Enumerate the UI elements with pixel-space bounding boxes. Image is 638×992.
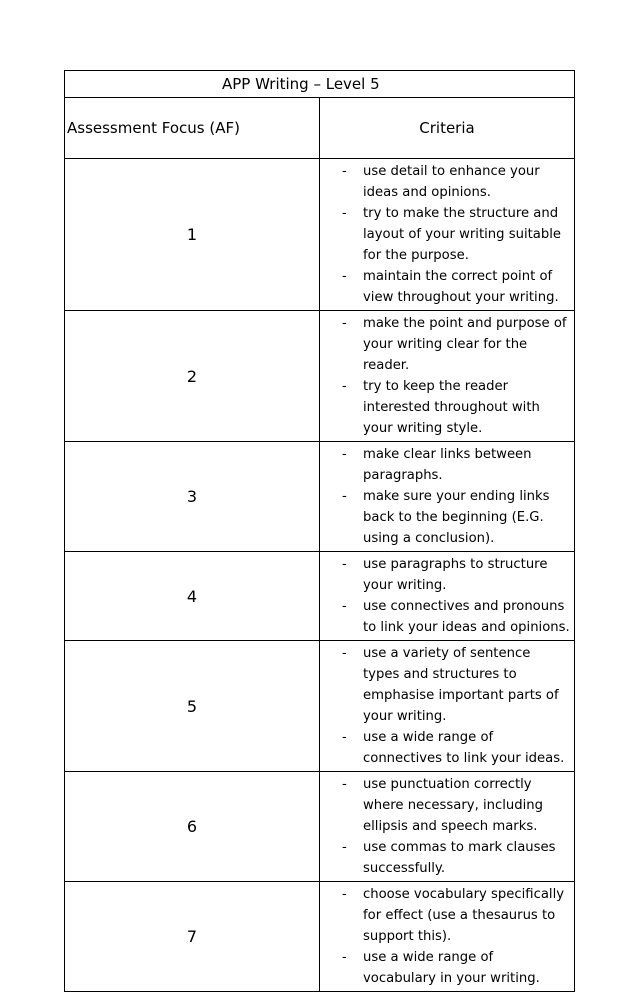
table-row: [65, 159, 575, 311]
criteria-item: [342, 376, 570, 439]
af-number: 2: [65, 311, 320, 442]
criteria-list: [342, 444, 570, 549]
criteria-text: make sure your ending links back to the beginning (E.G. using a conclusion).: [363, 489, 550, 546]
table-row: [65, 442, 575, 552]
criteria-text: use a wide range of vocabulary in your writing.: [363, 950, 540, 986]
criteria-item: [342, 884, 570, 947]
bullet-dash: -: [342, 269, 347, 284]
table-row: [65, 552, 575, 641]
criteria-item: [342, 486, 570, 549]
table-row: [65, 641, 575, 772]
bullet-dash: -: [342, 777, 347, 792]
criteria-cell: [320, 311, 575, 442]
criteria-item: [342, 444, 570, 486]
criteria-text: use paragraphs to structure your writing.: [363, 557, 548, 593]
criteria-text: use a wide range of connectives to link your ideas.: [363, 730, 565, 766]
bullet-dash: -: [342, 950, 347, 965]
criteria-cell: [320, 442, 575, 552]
criteria-list: [342, 554, 570, 638]
af-number: 1: [65, 159, 320, 311]
criteria-text: choose vocabulary specifically for effect (use a thesaurus to support this).: [363, 887, 565, 944]
criteria-text: maintain the correct point of view throughout your writing.: [363, 269, 559, 305]
criteria-item: [342, 266, 570, 308]
criteria-cell: [320, 159, 575, 311]
af-number: 4: [65, 552, 320, 641]
criteria-text: try to make the structure and layout of your writing suitable for the purpose.: [363, 206, 562, 263]
criteria-cell: [320, 552, 575, 641]
criteria-text: use commas to mark clauses successfully.: [363, 840, 556, 876]
criteria-item: [342, 203, 570, 266]
criteria-text: use punctuation correctly where necessary, including ellipsis and speech marks.: [363, 777, 544, 834]
bullet-dash: -: [342, 316, 347, 331]
criteria-list: [342, 161, 570, 308]
bullet-dash: -: [342, 646, 347, 661]
table-body: [65, 71, 575, 992]
criteria-item: [342, 643, 570, 727]
af-number: 7: [65, 882, 320, 992]
criteria-item: [342, 313, 570, 376]
bullet-dash: -: [342, 164, 347, 179]
title-row: [65, 71, 575, 98]
table-row: [65, 882, 575, 992]
af-number: 5: [65, 641, 320, 772]
bullet-dash: -: [342, 206, 347, 221]
criteria-list: [342, 643, 570, 769]
bullet-dash: -: [342, 887, 347, 902]
criteria-list: [342, 884, 570, 989]
header-row: [65, 98, 575, 159]
criteria-text: use a variety of sentence types and structures to emphasise important parts of your writing.: [363, 646, 559, 724]
criteria-text: try to keep the reader interested throughout with your writing style.: [363, 379, 540, 436]
criteria-text: use detail to enhance your ideas and opinions.: [363, 164, 540, 200]
table-row: [65, 772, 575, 882]
criteria-item: [342, 554, 570, 596]
header-criteria: Criteria: [320, 98, 575, 159]
af-number: 6: [65, 772, 320, 882]
bullet-dash: -: [342, 557, 347, 572]
criteria-item: [342, 727, 570, 769]
criteria-item: [342, 947, 570, 989]
bullet-dash: -: [342, 599, 347, 614]
header-af: Assessment Focus (AF): [65, 98, 320, 159]
criteria-item: [342, 774, 570, 837]
criteria-item: [342, 837, 570, 879]
af-number: 3: [65, 442, 320, 552]
criteria-item: [342, 596, 570, 638]
bullet-dash: -: [342, 379, 347, 394]
criteria-cell: [320, 772, 575, 882]
assessment-table: [64, 70, 575, 992]
criteria-cell: [320, 882, 575, 992]
bullet-dash: -: [342, 489, 347, 504]
table-row: [65, 311, 575, 442]
bullet-dash: -: [342, 840, 347, 855]
criteria-list: [342, 313, 570, 439]
bullet-dash: -: [342, 730, 347, 745]
criteria-text: make clear links between paragraphs.: [363, 447, 532, 483]
criteria-text: use connectives and pronouns to link your ideas and opinions.: [363, 599, 570, 635]
criteria-item: [342, 161, 570, 203]
criteria-list: [342, 774, 570, 879]
criteria-text: make the point and purpose of your writing clear for the reader.: [363, 316, 567, 373]
criteria-cell: [320, 641, 575, 772]
bullet-dash: -: [342, 447, 347, 462]
table-title: APP Writing – Level 5: [65, 71, 575, 98]
